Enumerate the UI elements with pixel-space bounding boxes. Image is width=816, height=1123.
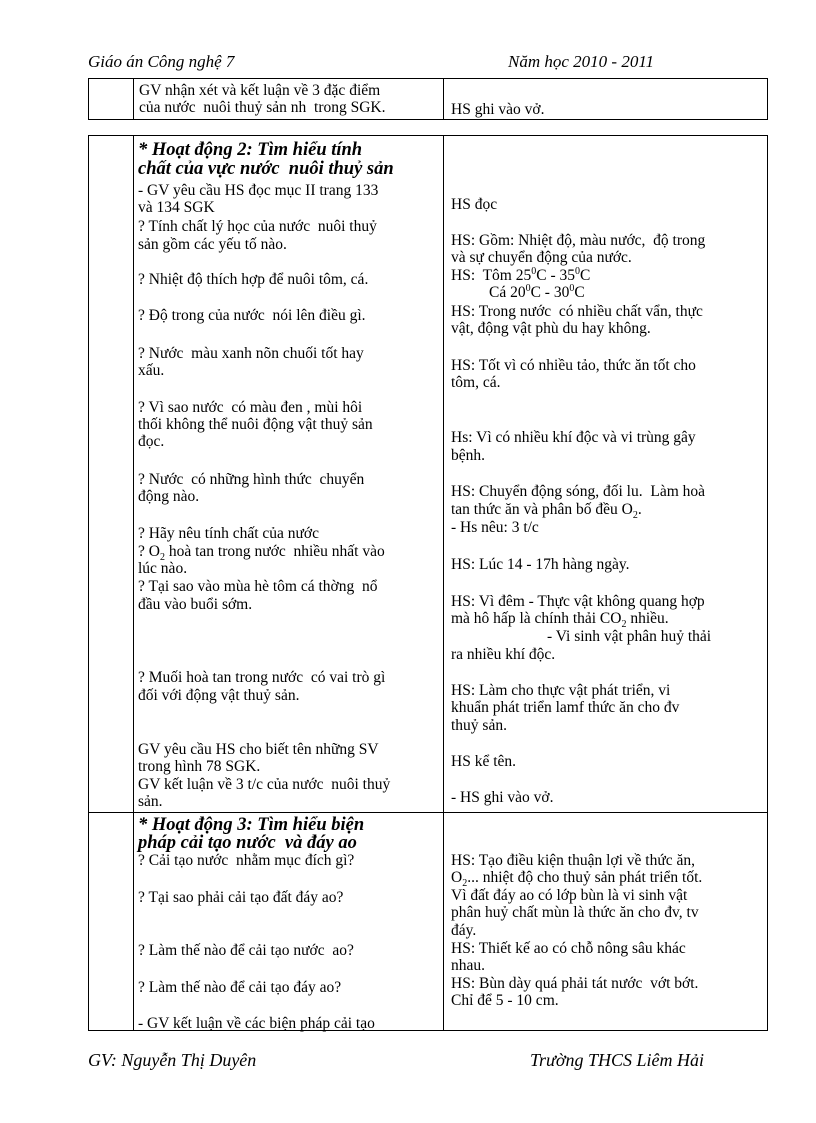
activity-2-heading: * Hoạt động 2: Tìm hiểu tính (138, 140, 363, 160)
answer-text: mà hô hấp là chính thải $CO_2$ nhiều. (451, 610, 669, 631)
question-text: ? Làm thế nào để cải tạo đáy ao? (138, 979, 342, 996)
question-text: ? Muối hoà tan trong nước có vai trò gì (138, 669, 386, 686)
question-text: động nào. (138, 488, 200, 505)
question-text: xấu. (138, 362, 165, 379)
answer-text: HS: Tốt vì có nhiều tảo, thức ăn tốt cho (451, 357, 696, 374)
answer-text: Chỉ để 5 - 10 cm. (451, 992, 559, 1009)
header-year: Năm học 2010 - 2011 (508, 52, 655, 71)
question-text: ? Nước màu xanh nõn chuối tốt hay (138, 345, 364, 362)
question-text: ? Độ trong của nước nói lên điều gì. (138, 307, 366, 324)
summary-table (88, 78, 768, 120)
answer-text: tan thức ăn và phân bố đều $O_2$. (451, 501, 642, 522)
answer-text: tôm, cá. (451, 374, 501, 391)
answer-text: HS: Trong nước có nhiều chất vẩn, thực (451, 303, 703, 320)
answer-text: HS: Làm cho thực vật phát triển, vi (451, 682, 671, 699)
answer-text: khuẩn phát triển lamf thức ăn cho đv (451, 699, 680, 716)
question-text: ? Tại sao phải cải tạo đất đáy ao? (138, 889, 344, 906)
footer-school: Trường THCS Liêm Hải (530, 1050, 704, 1070)
answer-text: HS: Tạo điều kiện thuận lợi về thức ăn, (451, 852, 696, 869)
question-text: ? Cải tạo nước nhằm mục đích gì? (138, 852, 355, 869)
answer-text: nhau. (451, 957, 486, 974)
question-text: sản. (138, 793, 163, 810)
answer-text: HS đọc (451, 196, 498, 213)
table-cell-text: GV nhận xét và kết luận về 3 đặc điểm (139, 82, 381, 99)
answer-text: Vì đất đáy ao có lớp bùn là vi sinh vật (451, 887, 688, 904)
answer-text: - Hs nêu: 3 t/c (451, 519, 539, 536)
answer-text: Cá $20^0C - 30^0C$ (489, 282, 585, 301)
answer-text: HS: Gồm: Nhiệt độ, màu nước, độ trong (451, 232, 706, 249)
header-title: Giáo án Công nghệ 7 (88, 52, 235, 71)
question-text: đọc. (138, 433, 165, 450)
activity-3-heading: pháp cải tạo nước và đáy ao (138, 833, 357, 853)
answer-text: và sự chuyển động của nước. (451, 249, 632, 266)
answer-text: Hs: Vì có nhiều khí độc và vi trùng gây (451, 429, 696, 446)
table-cell-text: của nước nuôi thuỷ sản nh trong SGK. (139, 99, 386, 116)
activity-2-heading: chất của vực nước nuôi thuỷ sản (138, 159, 394, 179)
question-text: GV yêu cầu HS cho biết tên những SV (138, 741, 379, 758)
question-text: ? Tính chất lý học của nước nuôi thuỷ (138, 218, 377, 235)
answer-text: HS: Tôm $25^0C - 35^0C$ (451, 265, 591, 284)
answer-text: HS: Thiết kế ao có chỗ nông sâu khác (451, 940, 686, 957)
question-text: đối với động vật thuỷ sản. (138, 687, 300, 704)
answer-text: HS: Vì đêm - Thực vật không quang hợp (451, 593, 705, 610)
answer-text: thuỷ sản. (451, 717, 507, 734)
footer-teacher: GV: Nguyễn Thị Duyên (88, 1050, 257, 1070)
question-text: - GV yêu cầu HS đọc mục II trang 133 (138, 182, 379, 199)
question-text: GV kết luận về 3 t/c của nước nuôi thuỷ (138, 776, 391, 793)
answer-text: HS: Bùn dày quá phải tát nước vớt bớt. (451, 975, 699, 992)
question-text: - GV kết luận về các biện pháp cải tạo (138, 1015, 375, 1032)
question-text: ? Vì sao nước có màu đen , mùi hôi (138, 399, 363, 416)
question-text: ? Nước có những hình thức chuyển (138, 471, 365, 488)
table-cell-text: HS ghi vào vở. (451, 101, 545, 118)
answer-text: vật, động vật phù du hay không. (451, 320, 651, 337)
question-text: lúc nào. (138, 560, 188, 577)
answer-text: HS: Lúc 14 - 17h hàng ngày. (451, 556, 630, 573)
answer-text: $O_2$... nhiệt độ cho thuỷ sản phát triển tốt. (451, 869, 703, 890)
answer-text: HS kể tên. (451, 753, 517, 770)
answer-text: - Vi sinh vật phân huỷ thải (547, 628, 712, 645)
question-text: ? Hãy nêu tính chất của nước (138, 525, 319, 542)
question-text: ? Nhiệt độ thích hợp để nuôi tôm, cá. (138, 271, 369, 288)
question-text: thối không thể nuôi động vật thuỷ sản (138, 416, 373, 433)
answer-text: ra nhiều khí độc. (451, 646, 556, 663)
answer-text: - HS ghi vào vở. (451, 789, 554, 806)
answer-text: bệnh. (451, 447, 486, 464)
question-text: ? $O_2$ hoà tan trong nước nhiều nhất vào (138, 543, 385, 564)
question-text: ? Tại sao vào mùa hè tôm cá thờng nổ (138, 578, 378, 595)
question-text: và 134 SGK (138, 199, 215, 216)
answer-text: HS: Chuyển động sóng, đối lu. Làm hoà (451, 483, 706, 500)
question-text: ? Làm thế nào để cải tạo nước ao? (138, 942, 354, 959)
question-text: đầu vào buổi sớm. (138, 596, 253, 613)
question-text: sản gồm các yếu tố nào. (138, 236, 287, 253)
question-text: trong hình 78 SGK. (138, 758, 261, 775)
answer-text: đáy. (451, 922, 477, 939)
activity-3-heading: * Hoạt động 3: Tìm hiểu biện (138, 815, 365, 835)
answer-text: phân huỷ chất mùn là thức ăn cho đv, tv (451, 904, 699, 921)
lesson-table (88, 135, 768, 1031)
